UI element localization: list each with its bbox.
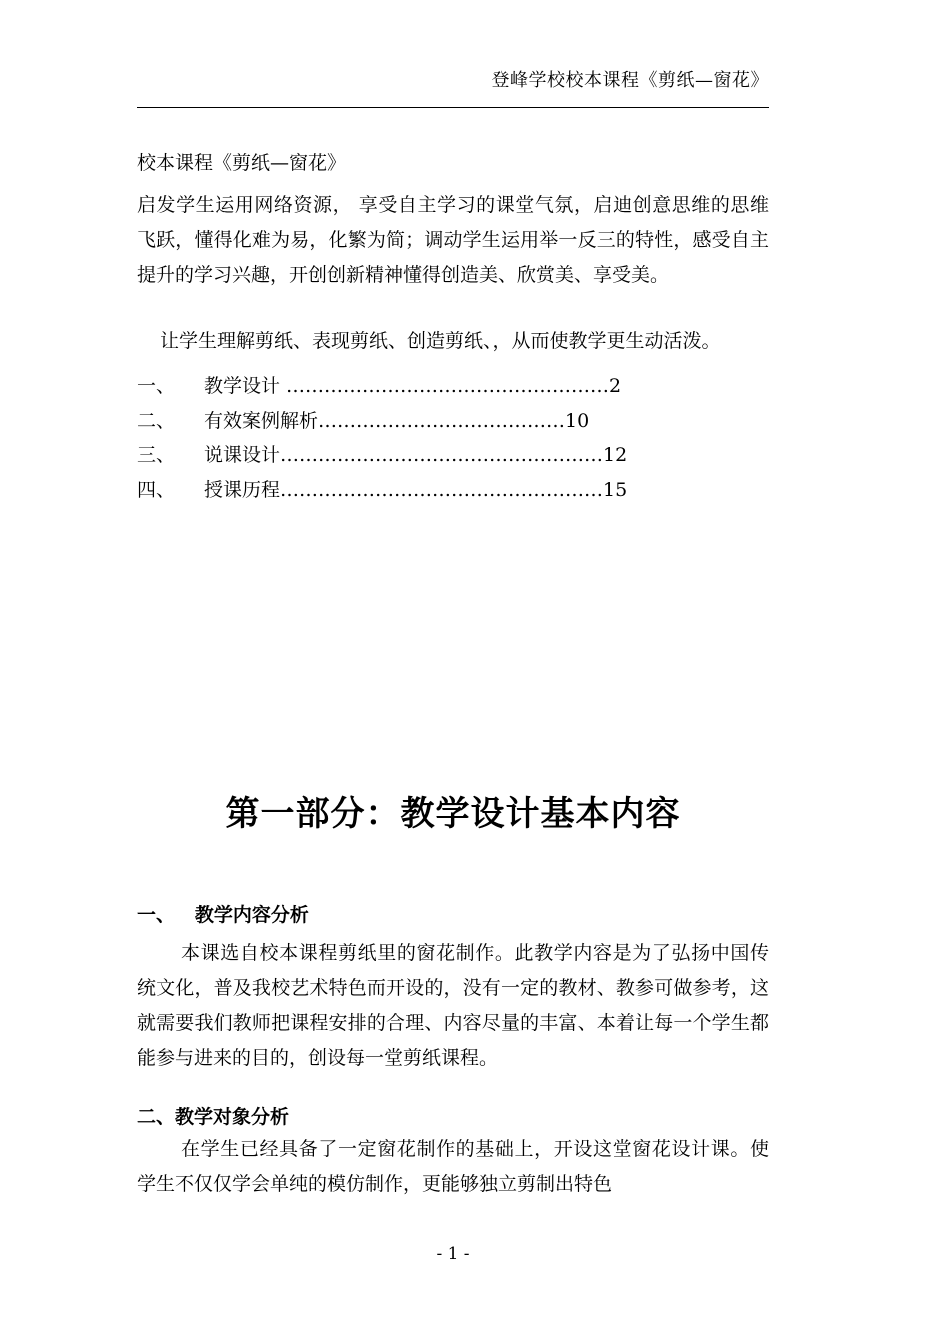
page-header (137, 62, 769, 108)
toc-text: 教学设计 ……………………………………………2 (204, 375, 622, 397)
header-text: 登峰学校校本课程《剪纸—窗花》 (491, 70, 769, 91)
intro-paragraph-1: 启发学生运用网络资源， 享受自主学习的课堂气氛，启迪创意思维的思维飞跃，懂得化难为易，化繁为简；调动学生运用举一反三的特性，感受自主提升的学习兴趣，开创创新精神懂得创造美、欣赏美、享受美。 (137, 194, 769, 286)
section-body: 本课选自校本课程剪纸里的窗花制作。此教学内容是为了弘扬中国传统文化，普及我校艺术特色而开设的，没有一定的教材、教参可做参考，这就需要我们教师把课程安排的合理、内容尽量的丰富、本着让每一个学生都能参与进来的目的，创设每一堂剪纸课程。 (137, 942, 769, 1069)
toc-entry[interactable] (137, 406, 657, 436)
section-heading: 一、 教学内容分析 (137, 904, 309, 926)
toc-number: 一、 (137, 375, 176, 397)
section-heading: 二、教学对象分析 (137, 1106, 290, 1128)
toc-entry[interactable] (137, 371, 657, 401)
part-title: 第一部分：教学设计基本内容 (225, 794, 681, 834)
page-number: - 1 - (436, 1244, 470, 1264)
toc-number: 四、 (137, 479, 176, 501)
course-title: 校本课程《剪纸—窗花》 (137, 152, 347, 174)
toc-text: 授课历程……………………………………………15 (204, 479, 628, 501)
toc-entry[interactable] (137, 440, 657, 470)
toc-number: 二、 (137, 410, 176, 432)
toc-number: 三、 (137, 444, 176, 466)
toc-text: 有效案例解析…………………………………10 (204, 410, 590, 432)
toc-text: 说课设计……………………………………………12 (204, 444, 628, 466)
toc-entry[interactable] (137, 475, 657, 505)
intro-paragraph-2: 让学生理解剪纸、表现剪纸、创造剪纸、，从而使教学更生动活泼。 (160, 330, 721, 352)
section-body: 在学生已经具备了一定窗花制作的基础上，开设这堂窗花设计课。使学生不仅仅学会单纯的模仿制作，更能够独立剪制出特色 (137, 1138, 769, 1195)
